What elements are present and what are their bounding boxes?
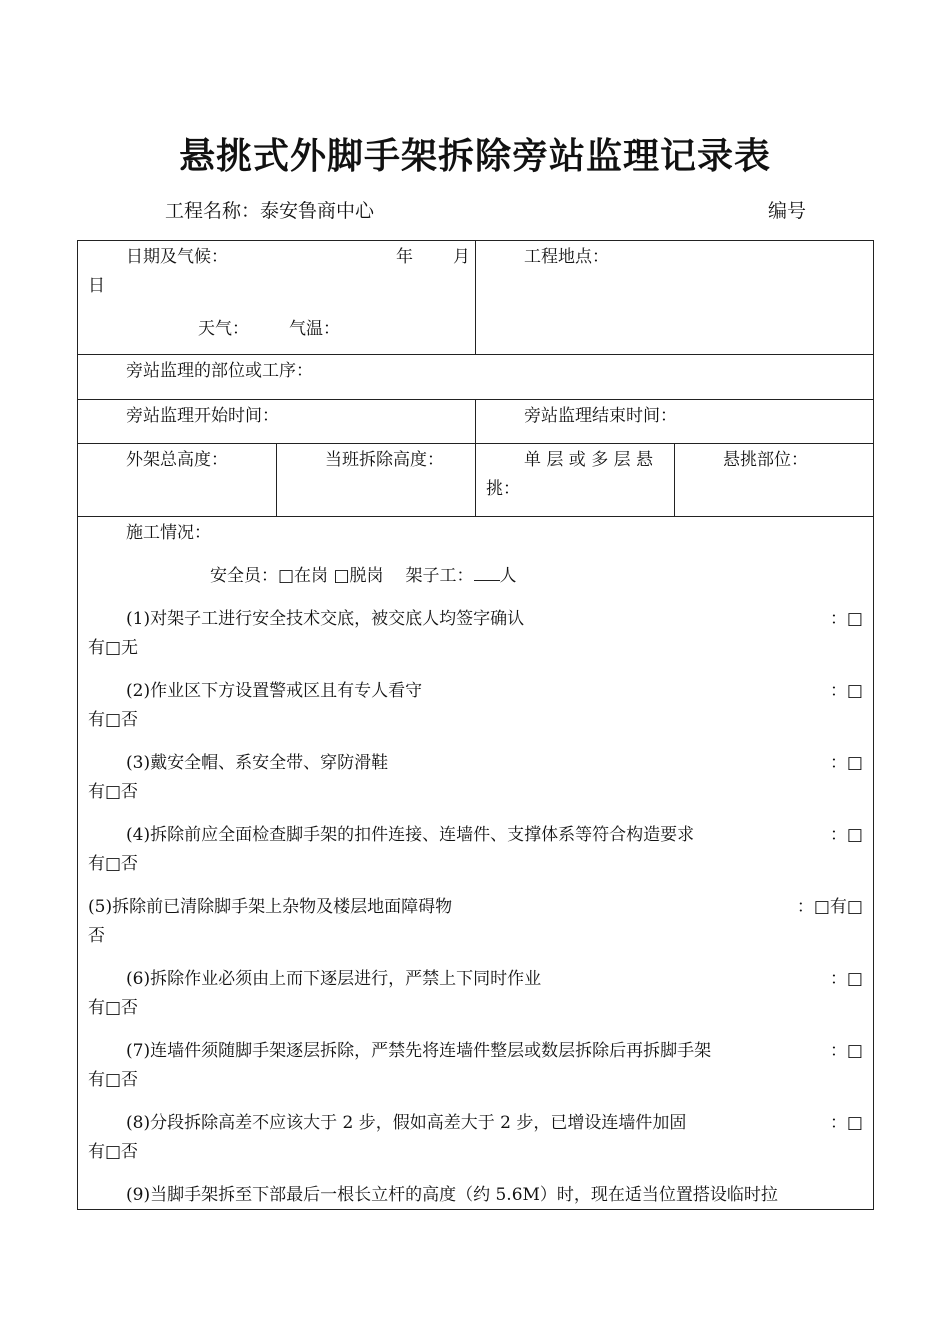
check-item-checkbox[interactable]: ：□ [829,1113,863,1133]
check-item-text: (9)当脚手架拆至下部最后一根长立杆的高度（约 5.6M）时，现在适当位置搭设临时拉 [126,1185,778,1205]
check-item-3[interactable] [88,749,863,807]
check-item-text: (6)拆除作业必须由上而下逐层进行，严禁上下同时作业 [126,969,542,989]
start-time-label: 旁站监理开始时间： [126,406,279,426]
month-label: 月 [453,247,470,267]
check-item-options[interactable]: 有□否 [88,1142,139,1162]
check-item-8[interactable] [88,1109,863,1167]
single-multi-label-cont: 挑： [486,479,520,499]
weather-line [88,315,465,344]
check-item-5[interactable] [88,893,863,951]
check-item-checkbox[interactable]: ：□ [829,825,863,845]
check-item-9[interactable] [88,1181,863,1209]
check-item-options[interactable]: 有□否 [88,782,139,802]
check-item-text: (5)拆除前已清除脚手架上杂物及楼层地面障碍物 [88,897,453,917]
year-label: 年 [396,247,413,267]
check-item-2[interactable] [88,677,863,735]
overhang-part-cell[interactable] [675,444,874,517]
check-item-4[interactable] [88,821,863,879]
date-weather-cell[interactable] [78,241,476,355]
staff-line [88,562,863,591]
check-item-options[interactable]: 有□否 [88,998,139,1018]
check-item-options[interactable]: 有□否 [88,854,139,874]
check-item-text: (1)对架子工进行安全技术交底，被交底人均签字确认 [126,609,525,629]
location-cell[interactable] [476,241,874,355]
check-item-text: (2)作业区下方设置警戒区且有专人看守 [126,681,423,701]
check-item-text: (7)连墙件须随脚手架逐层拆除，严禁先将连墙件整层或数层拆除后再拆脚手架 [126,1041,712,1061]
record-number-label: 编号 [768,200,807,222]
check-item-1[interactable] [88,605,863,663]
day-label: 日 [88,276,105,296]
check-item-checkbox[interactable]: ：□ [829,609,863,629]
record-form-table [77,240,874,1210]
weather-label: 天气： [198,319,249,339]
construction-label: 施工情况： [126,523,211,543]
position-cell[interactable] [78,355,874,400]
check-item-6[interactable] [88,965,863,1023]
shift-height-label: 当班拆除高度： [325,450,444,470]
single-multi-label: 单 层 或 多 层 悬 [524,450,654,470]
position-label: 旁站监理的部位或工序： [126,361,313,381]
check-item-checkbox[interactable]: ：□ [829,969,863,989]
check-item-text: (8)分段拆除高差不应该大于 2 步，假如高差大于 2 步，已增设连墙件加固 [126,1113,687,1133]
page-title: 悬挑式外脚手架拆除旁站监理记录表 [178,136,771,177]
check-item-checkbox[interactable]: ：□ [829,681,863,701]
check-item-text: (4)拆除前应全面检查脚手架的扣件连接、连墙件、支撑体系等符合构造要求 [126,825,695,845]
check-item-options[interactable]: 有□无 [88,638,139,658]
project-name: 工程名称：泰安鲁商中心 [165,200,375,222]
check-item-checkbox[interactable]: ：□有□ [796,897,863,917]
year-month [396,243,470,272]
safety-officer-status[interactable]: 安全员：□在岗 □脱岗 [210,566,384,586]
check-item-7[interactable] [88,1037,863,1095]
temperature-label: 气温： [289,319,340,339]
check-item-text: (3)戴安全帽、系安全带、穿防滑鞋 [126,753,389,773]
overhang-part-label: 悬挑部位： [723,450,808,470]
date-weather-label: 日期及气候： [126,247,228,267]
end-time-cell[interactable] [476,400,874,444]
check-item-options[interactable]: 有□否 [88,1070,139,1090]
check-item-checkbox[interactable]: ：□ [829,753,863,773]
check-item-options[interactable]: 否 [88,926,105,946]
check-item-options[interactable]: 有□否 [88,710,139,730]
single-multi-cell[interactable] [476,444,675,517]
shift-height-cell[interactable] [277,444,476,517]
scaffolder-label: 架子工： [405,566,474,586]
check-item-checkbox[interactable]: ：□ [829,1041,863,1061]
scaffolder-count-blank[interactable] [474,562,500,581]
scaffolder-unit: 人 [499,566,517,586]
end-time-label: 旁站监理结束时间： [524,406,677,426]
construction-cell[interactable] [78,517,874,1210]
start-time-cell[interactable] [78,400,476,444]
total-height-cell[interactable] [78,444,277,517]
total-height-label: 外架总高度： [126,450,228,470]
location-label: 工程地点： [524,247,609,267]
